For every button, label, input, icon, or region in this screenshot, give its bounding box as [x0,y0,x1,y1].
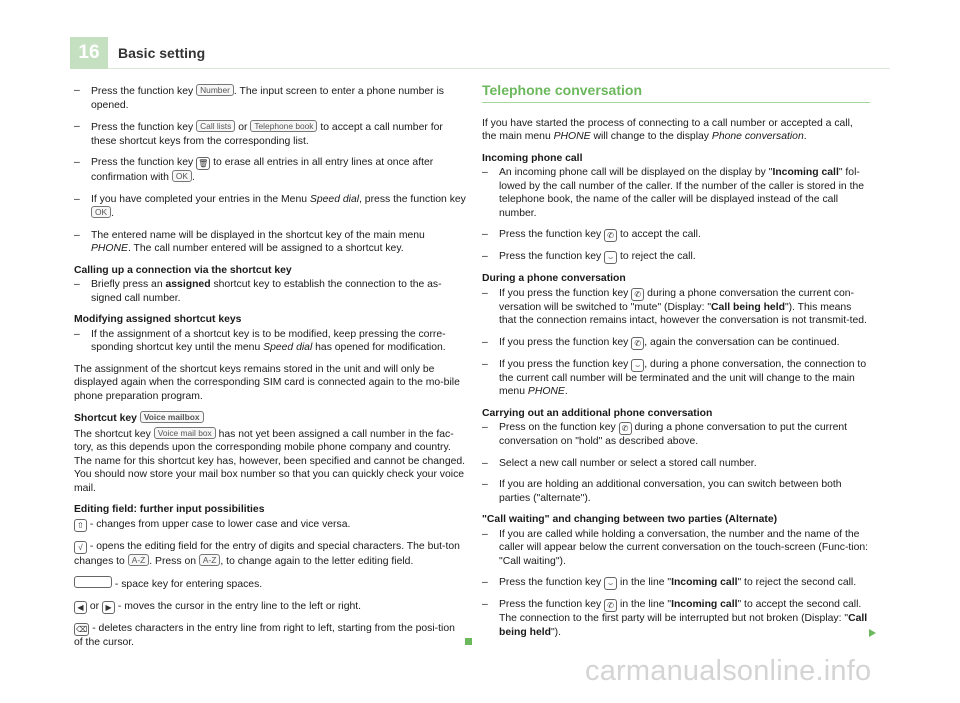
subheading: Editing field: further input possibilities [74,504,265,515]
reject-call-icon: ⌣ [604,251,617,264]
section-title: Telephone conversation [482,84,870,103]
subheading: "Call waiting" and changing between two parties (Alternate) [482,514,778,525]
subheading: Modifying assigned shortcut keys [74,314,242,325]
list-item: – Press the function key Number . The input screen to enter a phone number is opened. [74,85,444,111]
accept-call-icon: ✆ [619,422,632,435]
list-item: – If you are called while holding a conversation, the number and the name of the caller will appear below the current conversation on the touch-screen (Func-tion: "Call waiting"). [482,528,869,567]
list-item: – An incoming phone call will be displayed on the display by "Incoming call" fol-lowed by the call number of the caller. If the number of the caller is stored in the telephone book, the name of the caller will be displayed instead of the call number. [482,167,865,219]
list-item: – Press the function key ⌣ to reject the call. [482,251,696,262]
list-item: – If the assignment of a shortcut key is to be modified, keep pressing the corre-sponding shortcut key until the menu Speed dial has opened for modification. [74,328,446,353]
list-item: – Select a new call number or select a stored call number. [482,457,757,469]
paragraph: - space key for entering spaces. [74,576,466,592]
voice-mailbox-key: Voice mailbox [140,411,204,423]
list-item: – If you have completed your entries in the Menu Speed dial, press the function key OK . [74,193,466,219]
accept-call-icon: ✆ [631,288,644,301]
paragraph: ◀ or ▶ - moves the cursor in the entry line to the left or right. [74,600,466,614]
list-item: – If you press the function key ✆ , again the conversation can be continued. [482,336,840,348]
list-item: – If you press the function key ✆ during a phone conversation the current con-versation will be switched to "mute" (Display: "Call being held"). This means that the connection remains intact, however the conversation is not transmit-ted. [482,287,867,326]
page-header [0,37,960,69]
list-item: – Press the function key ⌣ in the line "Incoming call" to reject the second call. [482,577,857,588]
list-item: – If you are holding an additional conversation, you can switch between both parties ("alternate"). [482,479,842,504]
paragraph: ⌫ - deletes characters in the entry line from right to left, starting from the posi-tion of the cursor. [74,622,466,650]
subheading: Carrying out an additional phone conversation [482,407,713,419]
list-item: – Press the function key ✆ to accept the call. [482,229,701,240]
list-item: – The entered name will be displayed in the shortcut key of the main menu PHONE. The call number entered will be assigned to a shortcut key. [74,229,425,254]
shift-icon: ⇧ [74,519,87,532]
watermark: carmanualsonline.info [585,655,872,687]
ok-key: OK [91,206,111,218]
list-item: – Press the function key ✆ in the line "Incoming call" to accept the second call. The connection to the first party will be interrupted but not broken (Display: "Call being held"). [482,598,870,639]
list-item: – Press on the function key ✆ during a phone conversation to put the current conversation on "hold" as described above. [482,422,848,447]
subheading: Shortcut key Voice mailbox [74,411,466,426]
subheading: During a phone conversation [482,273,626,284]
list-item: – If you press the function key ⌣ , during a phone conversation, the connection to the current call number will be terminated and the unit will change to the main menu PHONE. [482,358,867,397]
list-item: – Briefly press an assigned shortcut key to establish the connection to the as-signed call number. [74,279,442,304]
list-item: – Press the function key 🗑 to erase all entries in all entry lines at once after confirmation with OK . [74,157,434,183]
paragraph: The shortcut key Voice mail box has not yet been assigned a call number in the fac-tory, as this depends upon the corresponding mobile phone company and country. The name for this shortcut key has, however, been specified and cannot be changed. You should now store your mail box number so that you can quickly check your voice mail. [74,427,466,494]
arrow-left-icon: ◀ [74,601,87,614]
trash-icon: 🗑 [198,159,209,168]
header-rule [108,68,890,69]
accept-call-icon: ✆ [604,229,617,242]
subheading: Incoming phone call [482,152,583,164]
header-title: Basic setting [118,45,206,61]
backspace-icon: ⌫ [76,624,88,634]
right-column [482,84,870,647]
az-key: A-Z [199,554,221,566]
call-lists-key: Call lists [196,120,235,132]
paragraph: The assignment of the shortcut keys remains stored in the unit and will only be displayed again when the corresponding SIM card is connected again to the mo-bile phone preparation program. [74,363,460,402]
continue-arrow-icon [869,629,876,637]
section-end-marker [465,638,472,645]
left-column [74,84,466,657]
voice-mail-box-key: Voice mail box [154,427,216,439]
accept-call-icon: ✆ [604,599,617,612]
page-number: 16 [70,37,108,69]
paragraph: √ - opens the editing field for the entry of digits and special characters. The but-ton changes to A-Z . Press on A-Z , to change again to the letter editing field. [74,540,460,567]
reject-call-icon: ⌣ [604,577,617,590]
space-key-icon [74,576,112,588]
number-key: Number [196,84,234,96]
ok-key: OK [172,170,192,182]
reject-call-icon: ⌣ [631,359,644,372]
digits-icon: √ [74,541,87,554]
az-key: A-Z [128,554,150,566]
list-item: – Press the function key Call lists or Telephone book to accept a call number for these shortcut keys from the corresponding list. [74,121,443,147]
telephone-book-key: Telephone book [250,120,317,132]
arrow-right-icon: ▶ [102,601,115,614]
accept-call-icon: ✆ [631,337,644,350]
paragraph: If you have started the process of connecting to a call number or accepted a call, the main menu PHONE will change to the display Phone conversation. [482,117,853,142]
subheading: Calling up a connection via the shortcut key [74,264,292,276]
paragraph: ⇧ - changes from upper case to lower case and vice versa. [74,518,466,532]
